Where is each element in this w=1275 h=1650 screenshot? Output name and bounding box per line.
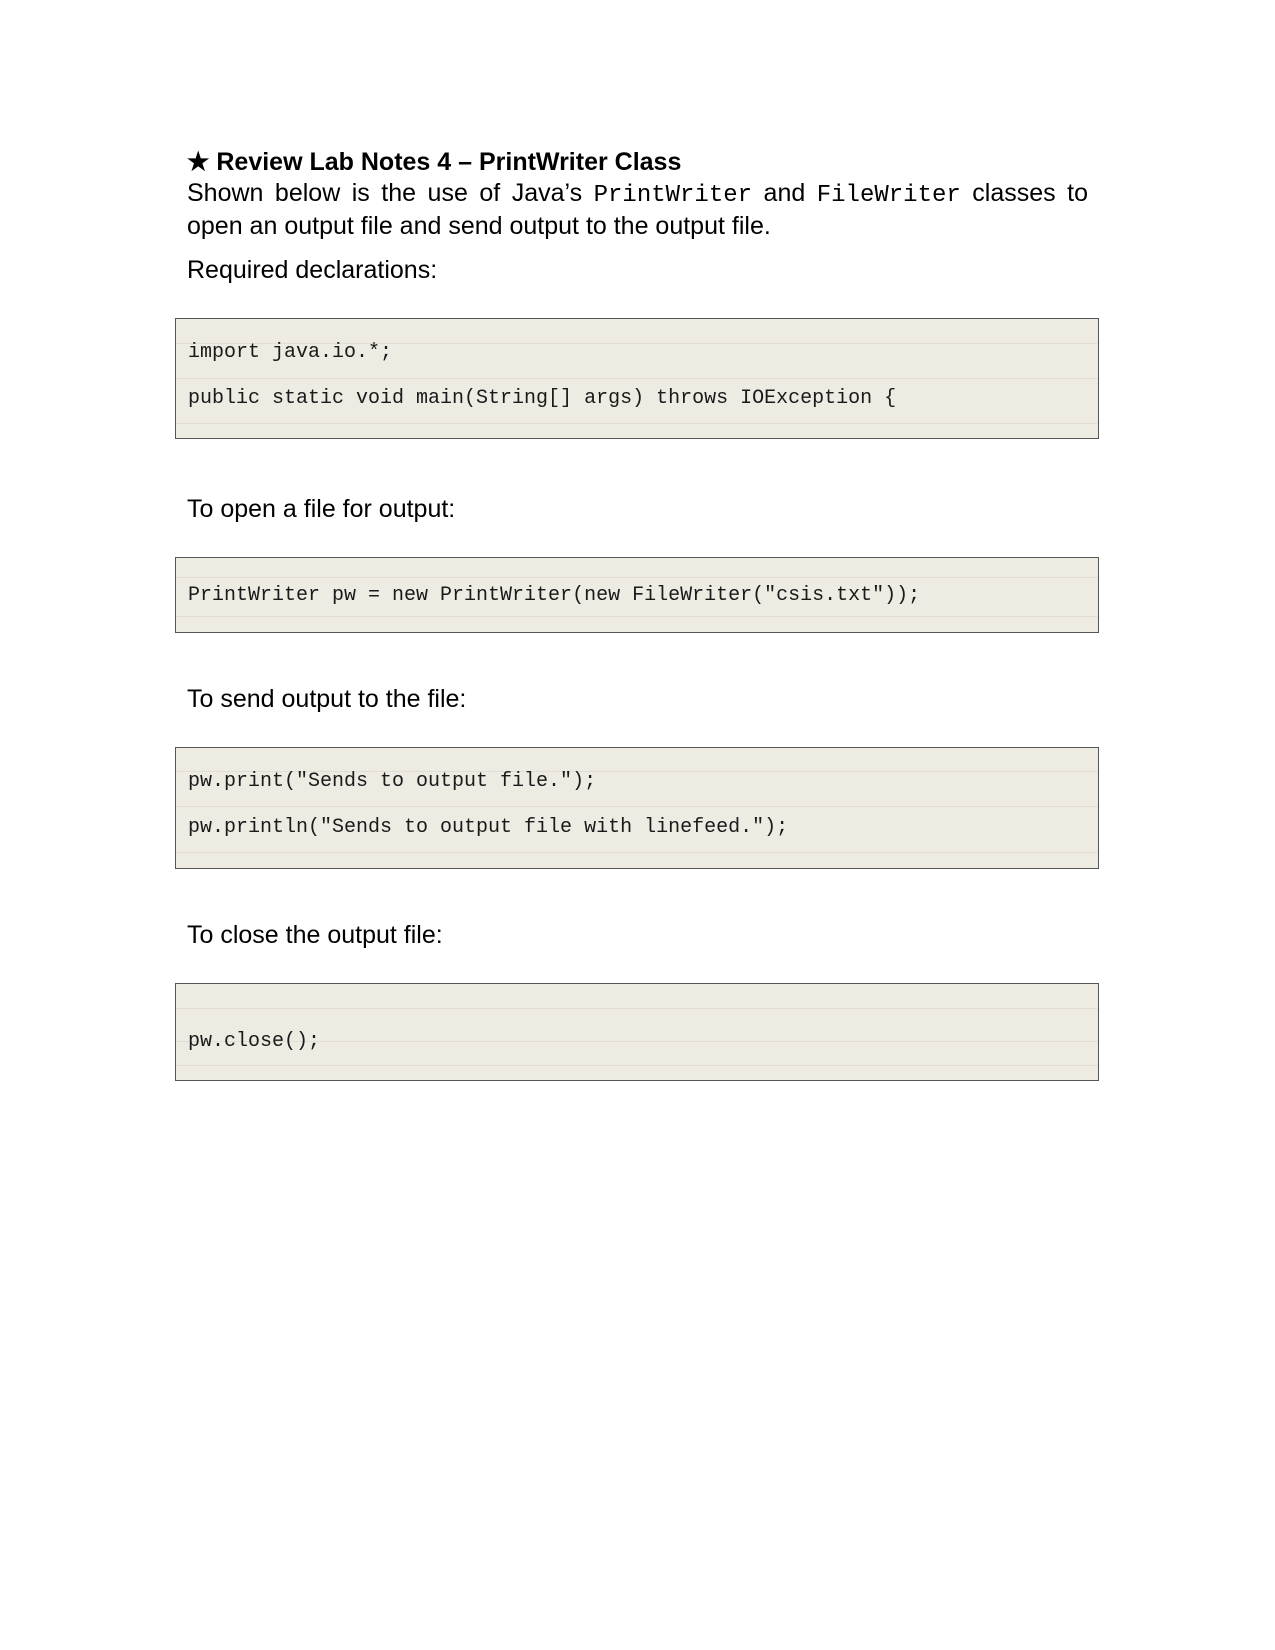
page-title-text: Review Lab Notes 4 – PrintWriter Class (216, 148, 682, 176)
intro-code-printwriter: PrintWriter (593, 182, 753, 209)
code-line: PrintWriter pw = new PrintWriter(new FileWriter("csis.txt")); (188, 584, 921, 607)
code-line: import java.io.*; (188, 341, 393, 364)
section-label-send-output: To send output to the file: (187, 685, 467, 713)
code-line: pw.close(); (188, 1030, 321, 1053)
star-icon: ★ (187, 148, 210, 176)
code-block-send-output (175, 747, 1099, 869)
code-line: pw.println("Sends to output file with linefeed."); (188, 816, 789, 839)
page-title (187, 147, 681, 177)
code-block-open-file (175, 557, 1099, 633)
code-block-close-file (175, 983, 1099, 1081)
intro-text-3: classes to open an output file and send output to the output file. (187, 179, 1088, 240)
intro-code-filewriter: FileWriter (816, 182, 961, 209)
section-label-open-file: To open a file for output: (187, 495, 456, 523)
intro-text-2: and (752, 179, 817, 207)
code-line: public static void main(String[] args) throws IOException { (188, 387, 897, 410)
intro-text-1: Shown below is the use of Java’s (187, 179, 594, 207)
intro-paragraph (187, 178, 1088, 242)
section-label-declarations: Required declarations: (187, 256, 438, 284)
code-line: pw.print("Sends to output file."); (188, 770, 597, 793)
section-label-close-file: To close the output file: (187, 921, 443, 949)
code-block-declarations (175, 318, 1099, 439)
